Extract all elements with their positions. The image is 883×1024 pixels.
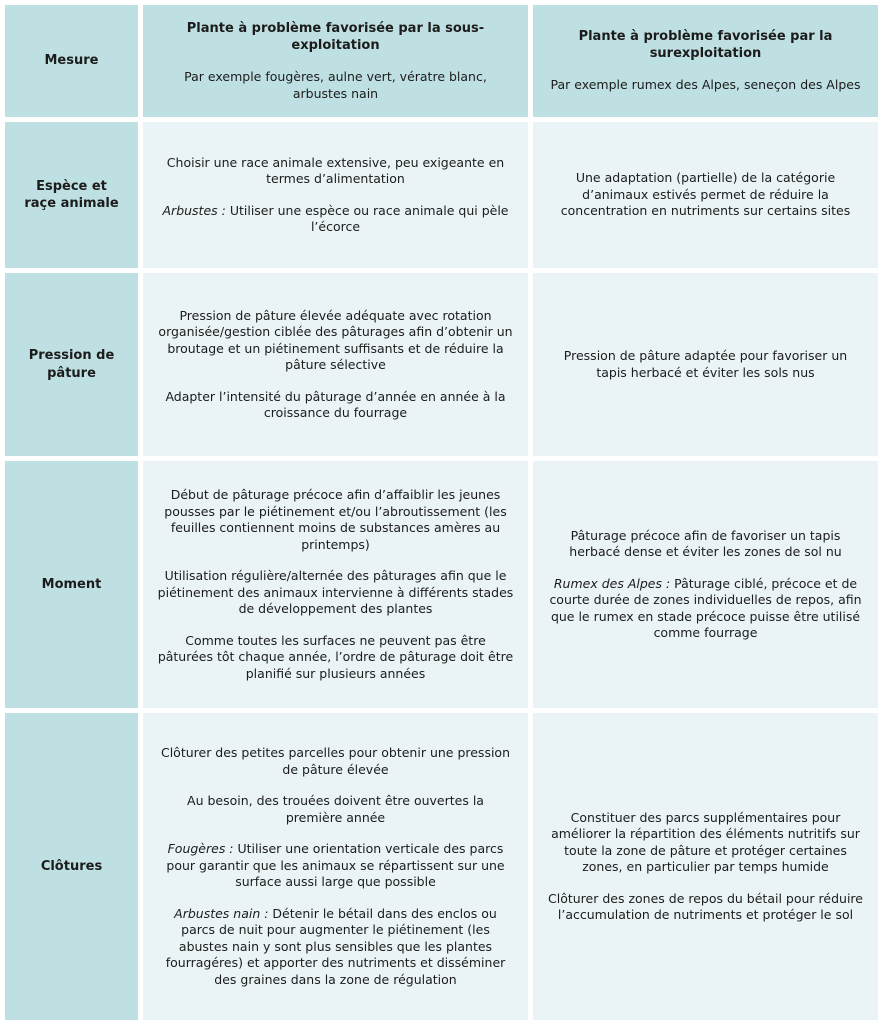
- header-under-exploitation: [143, 5, 528, 117]
- measure-table: [5, 5, 878, 1020]
- italic-lead: Arbustes :: [162, 202, 230, 218]
- measure-cell: [5, 122, 138, 268]
- paragraph: [547, 348, 864, 381]
- paragraph: [157, 487, 514, 553]
- paragraph: [157, 906, 514, 989]
- paragraph-text: Constituer des parcs supplémentaires pour améliorer la répartition des éléments nutritifs sur toute la zone de pâture et protéger certaines zones, en particulier par temps humide: [551, 809, 860, 874]
- measure-cell: [5, 273, 138, 456]
- under-exploitation-cell: [143, 122, 528, 268]
- paragraph: [157, 389, 514, 422]
- measure-label: Clôtures: [40, 858, 103, 874]
- header-measure: [5, 5, 138, 117]
- paragraph: [157, 745, 514, 778]
- paragraph-text: Choisir une race animale extensive, peu exigeante en termes d’alimentation: [166, 154, 505, 186]
- over-exploitation-cell: [533, 273, 878, 456]
- paragraph-text: Utiliser une orientation verticale des parcs pour garantir que les animaux se répartissent sur une surface aussi large que possible: [166, 841, 505, 889]
- header-over-title: Plante à problème favorisée par la surexploitation: [578, 29, 833, 62]
- measure-label: Moment: [41, 576, 102, 592]
- over-exploitation-cell: [533, 461, 878, 708]
- paragraph: [547, 891, 864, 924]
- under-exploitation-cell: [143, 461, 528, 708]
- paragraph-text: Pression de pâture adaptée pour favoriser un tapis herbacé et éviter les sols nus: [563, 348, 848, 380]
- paragraph: [157, 633, 514, 683]
- paragraph: [157, 308, 514, 374]
- italic-lead: Arbustes nain :: [174, 905, 273, 921]
- paragraph-text: Détenir le bétail dans des enclos ou parcs de nuit pour augmenter le piétinement (les abustes nain y sont plus sensibles que les plantes fourragéres) et apporter des nutriments et disséminer des graines dans la zone de régulation: [165, 905, 506, 987]
- paragraph: [157, 155, 514, 188]
- paragraph-text: Utilisation régulière/alternée des pâturages afin que le piétinement des animaux intervienne à différents stades de développement des plantes: [157, 568, 514, 616]
- paragraph: [547, 576, 864, 642]
- paragraph: [157, 841, 514, 891]
- measure-label: Pression de pâture: [28, 348, 115, 381]
- under-exploitation-cell: [143, 273, 528, 456]
- paragraph-text: Pâturage ciblé, précoce et de courte durée de zones individuelles de repos, afin que le rumex en stade précoce puisse être utilisé comme fourrage: [549, 575, 862, 640]
- paragraph: [157, 568, 514, 618]
- paragraph-text: Pâturage précoce afin de favoriser un tapis herbacé dense et éviter les zones de sol nu: [569, 527, 842, 559]
- italic-lead: Fougères :: [167, 841, 238, 856]
- under-exploitation-cell: [143, 713, 528, 1020]
- paragraph-text: Pression de pâture élevée adéquate avec rotation organisée/gestion ciblée des pâturages afin d’obtenir un broutage et un piétinement suffisants et de réduire la pâture sélective: [158, 307, 513, 372]
- paragraph-text: Clôturer des zones de repos du bétail pour réduire l’accumulation de nutriments et protéger le sol: [548, 890, 863, 922]
- paragraph-text: Clôturer des petites parcelles pour obtenir une pression de pâture élevée: [160, 745, 511, 777]
- italic-lead: Rumex des Alpes :: [553, 575, 675, 591]
- header-under-title: Plante à problème favorisée par la sous-exploitation: [186, 20, 485, 53]
- header-measure-label: Mesure: [44, 53, 99, 69]
- paragraph: [547, 170, 864, 220]
- paragraph-text: Une adaptation (partielle) de la catégorie d’animaux estivés permet de réduire la concentration en nutriments sur certains sites: [560, 170, 851, 219]
- paragraph-text: Début de pâturage précoce afin d’affaiblir les jeunes pousses par le piétinement et/ou l’abroutissement (les feuilles contiennent moins de substances amères au printemps): [164, 487, 507, 552]
- paragraph-text: Utiliser une espèce ou race animale qui pèle l’écorce: [229, 202, 509, 234]
- paragraph: [547, 810, 864, 876]
- measure-label: Espèce et raçe animale: [24, 178, 119, 211]
- header-over-exploitation: [533, 5, 878, 117]
- paragraph: [547, 528, 864, 561]
- over-exploitation-cell: [533, 122, 878, 268]
- paragraph-text: Comme toutes les surfaces ne peuvent pas être pâturées tôt chaque année, l’ordre de pâturage doit être planifié sur plusieurs années: [157, 632, 514, 681]
- measure-cell: [5, 461, 138, 708]
- header-over-subtitle: Par exemple rumex des Alpes, seneçon des Alpes: [550, 77, 861, 93]
- measure-cell: [5, 713, 138, 1020]
- paragraph-text: Adapter l’intensité du pâturage d’année en année à la croissance du fourrage: [165, 388, 506, 420]
- over-exploitation-cell: [533, 713, 878, 1020]
- header-under-subtitle: Par exemple fougères, aulne vert, vératre blanc, arbustes nain: [184, 69, 487, 101]
- paragraph: [157, 793, 514, 826]
- paragraph: [157, 203, 514, 236]
- paragraph-text: Au besoin, des trouées doivent être ouvertes la première année: [187, 793, 484, 825]
